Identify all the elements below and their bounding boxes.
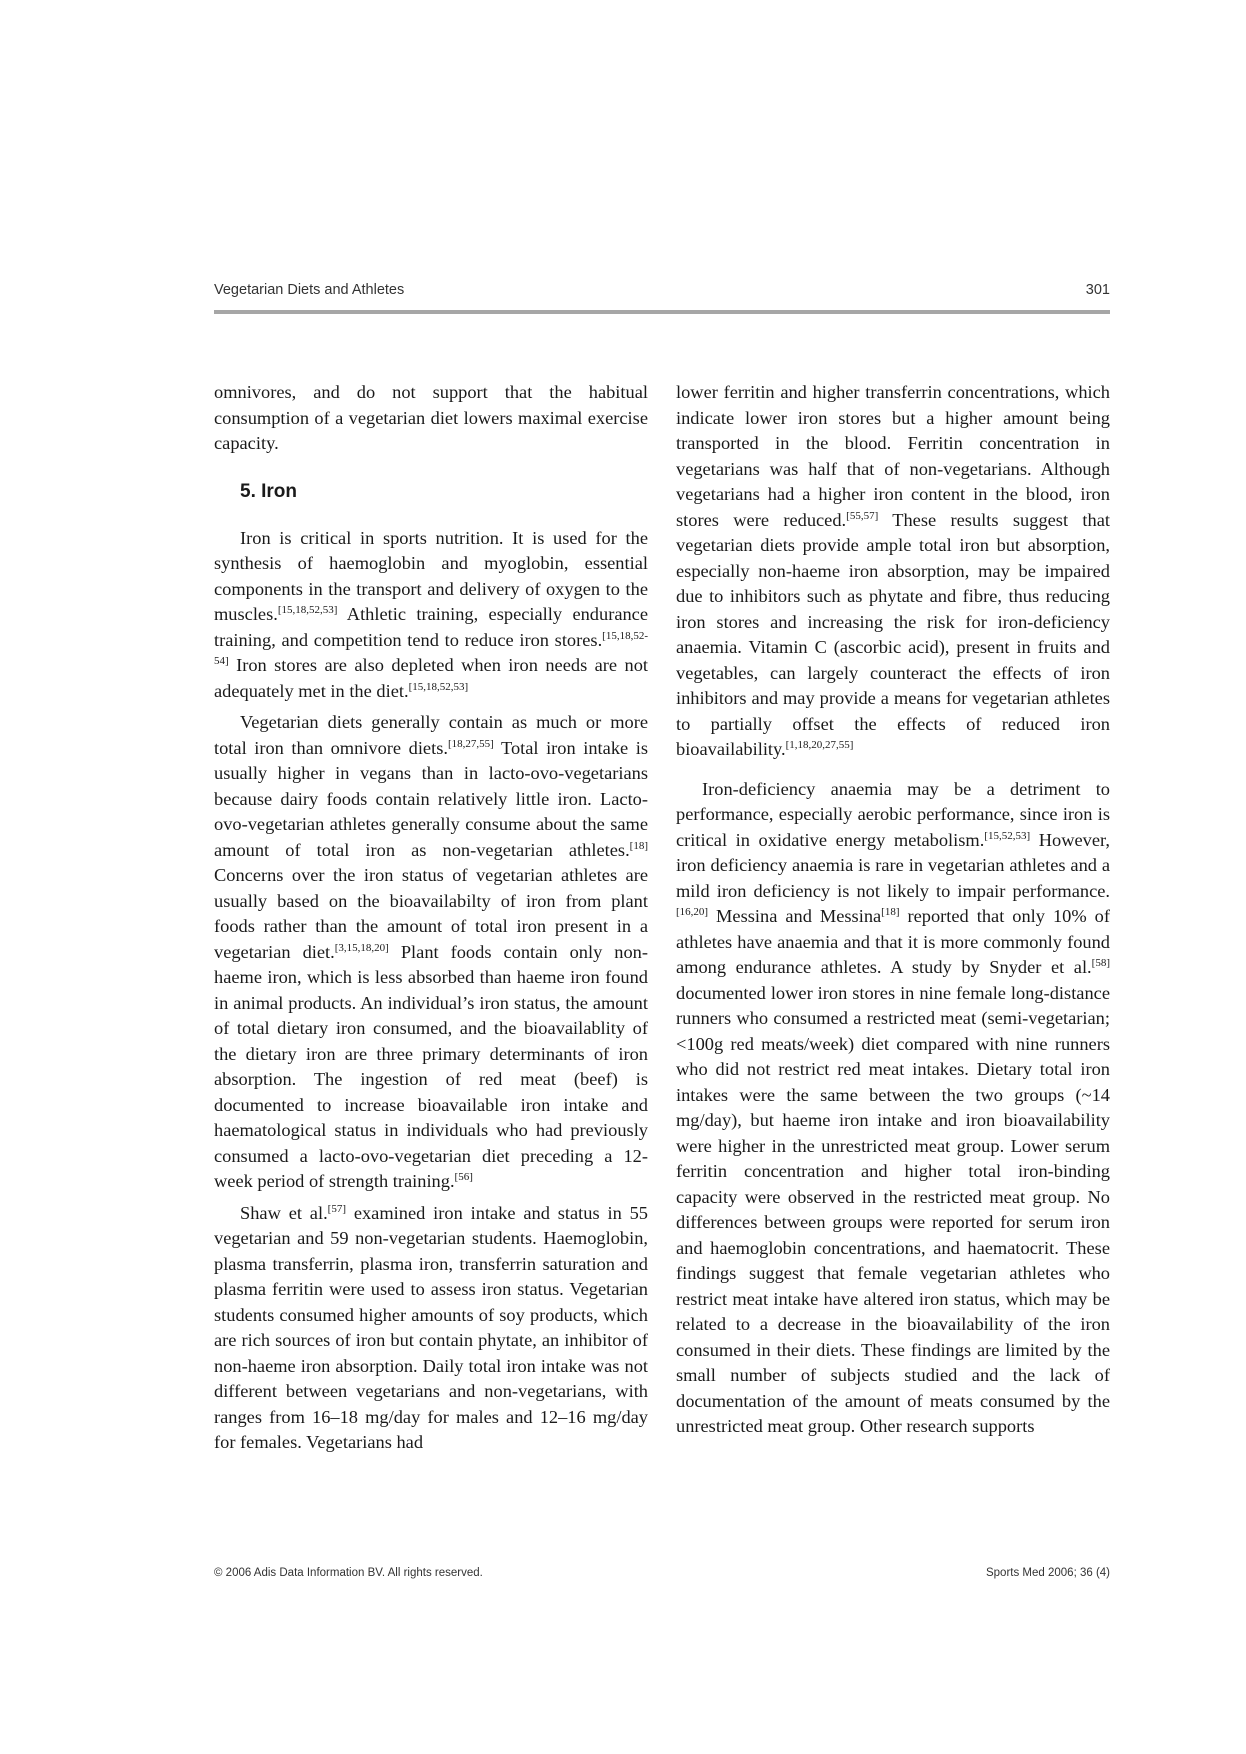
paragraph: Shaw et al.[57] examined iron intake and status in 55 vegetarian and 59 non-vegetarian students. Haemoglobin, plasma transferrin, plasma iron, transferrin saturation and plasma ferritin were used to assess iron status. Vegetarian students consumed higher amounts of soy products, which are rich sources of iron but contain phytate, an inhibitor of non-haeme iron absorption. Daily total iron intake was not different between vegetarians and non-vegetarians, with ranges from 16–18 mg/day for males and 12–16 mg/day for females. Vegetarians had xyxy=(214,1202,648,1452)
citation: [15,18,52,53] xyxy=(408,680,469,693)
paragraph: Vegetarian diets generally contain as much or more total iron than omnivore diets.[18,27,55] Total iron intake is usually higher in vegans than in lacto-ovo-vegetarians because dairy foods contain relatively little iron. Lacto-ovo-vegetarian athletes generally consume about the same amount of total iron as non-vegetarian athletes.[18] Concerns over the iron status of vegetarian athletes are usually based on the bioavailabilty of iron from plant foods rather than the amount of total iron present in a vegetarian diet.[3,15,18,20] Plant foods contain only non-haeme iron, which is less absorbed than haeme iron found in animal products. An individual’s iron status, the amount of total dietary iron consumed, and the bioavailablity of the dietary iron are three primary determinants of iron absorption. The ingestion of red meat (beef) is documented to increase bioavailable iron intake and haematological status in individuals who had previously consumed a lacto-ovo-vegetarian diet preceding a 12-week period of strength training.[56] xyxy=(214,712,648,1191)
paragraph: omnivores, and do not support that the habitual consumption of a vegetarian diet lowers maximal exercise capacity. xyxy=(214,382,648,453)
citation: [57] xyxy=(327,1202,346,1215)
section-heading: 5. Iron xyxy=(240,480,298,502)
citation: [18,27,55] xyxy=(447,737,494,750)
page-number: 301 xyxy=(1085,282,1110,298)
footer-copyright: © 2006 Adis Data Information BV. All rights reserved. xyxy=(214,1567,483,1579)
citation: [15,18,52-54] xyxy=(214,629,648,667)
left-column xyxy=(214,380,648,1456)
running-title: Vegetarian Diets and Athletes xyxy=(214,282,405,298)
citation: [1,18,20,27,55] xyxy=(785,739,854,751)
citation: [58] xyxy=(1091,957,1110,969)
paragraph: Iron-deficiency anaemia may be a detriment to performance, especially aerobic performance, since iron is critical in oxidative energy metabolism.[15,52,53] However, iron deficiency anaemia is rare in vegetarian athletes and a mild iron deficiency is not likely to impair performance.[16,20] Messina and Messina[18] reported that only 10% of athletes have anaemia and that it is more commonly found among endurance athletes. A study by Snyder et al.[58] documented lower iron stores in nine female long-distance runners who consumed a restricted meat (semi-vegetarian; <100g red meats/week) diet compared with nine runners who did not restrict red meat intakes. Dietary total iron intakes were the same between the two groups (~14 mg/day), but haeme iron intake and iron bioavailability were higher in the unrestricted meat group. Lower serum ferritin concentration and higher total iron-binding capacity were observed in the restricted meat group. No differences between groups were reported for serum iron and haemoglobin concentrations, and haematocrit. These findings suggest that female vegetarian athletes who restrict meat intake have altered iron status, which may be related to a decrease in the bioavailability of the iron consumed in their diets. These findings are limited by the small number of subjects studied and the lack of documentation of the amount of meats consumed by the unrestricted meat group. Other research supports xyxy=(676,778,1110,1436)
header-rule xyxy=(214,310,1110,314)
running-header xyxy=(214,282,1110,306)
citation: [16,20] xyxy=(676,906,709,918)
citation: [55,57] xyxy=(846,509,879,522)
citation: [15,52,53] xyxy=(984,829,1031,842)
citation: [15,18,52,53] xyxy=(277,604,338,616)
citation: [56] xyxy=(454,1171,473,1183)
citation: [18] xyxy=(629,839,648,852)
footer-citation: Sports Med 2006; 36 (4) xyxy=(985,1567,1110,1579)
citation: [18] xyxy=(881,906,900,918)
right-column xyxy=(676,380,1110,1440)
citation: [3,15,18,20] xyxy=(334,941,389,954)
paragraph: Iron is critical in sports nutrition. It is used for the synthesis of haemoglobin and myoglobin, essential components in the transport and delivery of oxygen to the muscles.[15,18,52,53] Athletic training, especially endurance training, and competition tend to reduce iron stores.[15,18,52-54] Iron stores are also depleted when iron needs are not adequately met in the diet.[15,18,52,53] xyxy=(214,527,648,701)
paragraph: lower ferritin and higher transferrin concentrations, which indicate lower iron stores but a higher amount being transported in the blood. Ferritin concentration in vegetarians was half that of non-vegetarians. Although vegetarians had a higher iron content in the blood, iron stores were reduced.[55,57] These results suggest that vegetarian diets provide ample total iron but absorption, especially non-haeme iron absorption, may be impaired due to inhibitors such as phytate and fibre, thus reducing iron stores and increasing the risk for iron-deficiency anaemia. Vitamin C (ascorbic acid), present in fruits and vegetables, can largely counteract the effects of iron inhibitors and may provide a means for vegetarian athletes to partially offset the effects of reduced iron bioavailability.[1,18,20,27,55] xyxy=(676,382,1110,759)
